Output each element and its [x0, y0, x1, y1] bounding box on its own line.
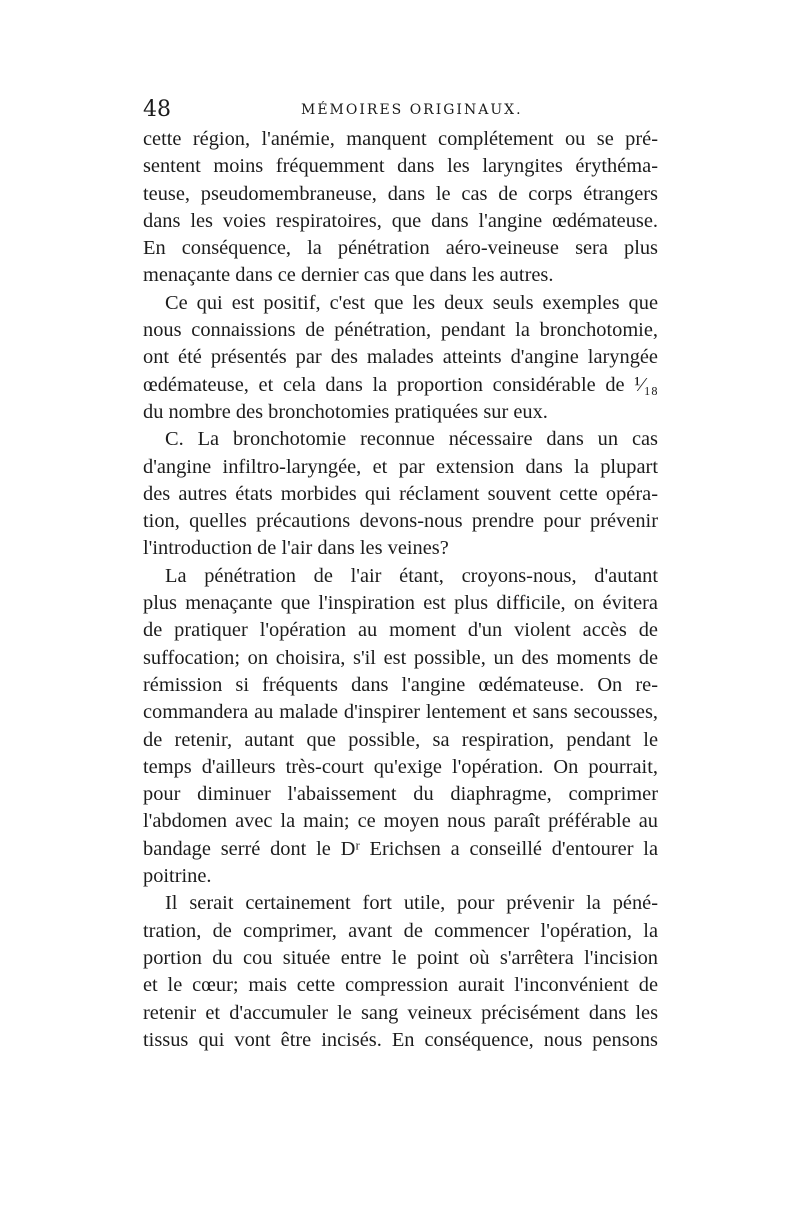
text-line: sentent moins fréquemment dans les laryngites érythéma-: [143, 155, 658, 178]
text-line: C. La bronchotomie reconnue nécessaire dans un cas: [165, 428, 658, 451]
text-line: tion, quelles précautions devons-nous prendre pour prévenir: [143, 510, 658, 533]
text-line: l'abdomen avec la main; ce moyen nous paraît préférable au: [143, 810, 658, 833]
text-line: suffocation; on choisira, s'il est possible, un des moments de: [143, 646, 658, 669]
text-line: bandage serré dont le Dʳ Erichsen a conseillé d'entourer la: [143, 837, 658, 860]
text-line: poitrine.: [143, 865, 212, 888]
text-line: des autres états morbides qui réclament souvent cette opéra-: [143, 482, 658, 505]
text-line: retenir et d'accumuler le sang veineux précisément dans les: [143, 1001, 658, 1024]
text-line: œdémateuse, et cela dans la proportion considérable de ¹⁄₁₈: [143, 373, 658, 396]
text-line: tissus qui vont être incisés. En conséquence, nous pensons: [143, 1028, 658, 1051]
text-line: teuse, pseudomembraneuse, dans le cas de corps étrangers: [143, 182, 658, 205]
text-line: rémission si fréquents dans l'angine œdémateuse. On re-: [143, 673, 658, 696]
text-line: pour diminuer l'abaissement du diaphragme, comprimer: [143, 783, 658, 806]
page-header: [143, 97, 658, 125]
text-line: ont été présentés par des malades atteints d'angine laryngée: [143, 346, 658, 369]
text-line: En conséquence, la pénétration aéro-veineuse sera plus: [143, 237, 658, 260]
text-line: de retenir, autant que possible, sa respiration, pendant le: [143, 728, 658, 751]
text-line: commandera au malade d'inspirer lentement et sans secousses,: [143, 701, 658, 724]
text-line: du nombre des bronchotomies pratiquées sur eux.: [143, 400, 548, 423]
text-line: nous connaissions de pénétration, pendant la bronchotomie,: [143, 319, 658, 342]
text-line: cette région, l'anémie, manquent complétement ou se pré-: [143, 128, 658, 150]
text-line: l'introduction de l'air dans les veines?: [143, 537, 449, 560]
text-line: de pratiquer l'opération au moment d'un violent accès de: [143, 619, 658, 642]
running-head: MÉMOIRES ORIGINAUX.: [301, 102, 523, 118]
text-line: et le cœur; mais cette compression aurait l'inconvénient de: [143, 974, 658, 997]
text-line: tration, de comprimer, avant de commencer l'opération, la: [143, 919, 658, 942]
text-line: dans les voies respiratoires, que dans l'angine œdémateuse.: [143, 209, 658, 232]
text-line: Il serait certainement fort utile, pour prévenir la péné-: [165, 892, 658, 915]
page-number: 48: [143, 97, 171, 122]
body-text: [143, 126, 658, 1054]
text-line: portion du cou située entre le point où s'arrêtera l'incision: [143, 946, 658, 969]
text-line: La pénétration de l'air étant, croyons-nous, d'autant: [165, 564, 658, 587]
text-line: Ce qui est positif, c'est que les deux seuls exemples que: [165, 291, 658, 314]
text-line: temps d'ailleurs très-court qu'exige l'opération. On pourrait,: [143, 755, 658, 778]
text-line: d'angine infiltro-laryngée, et par extension dans la plupart: [143, 455, 658, 478]
text-line: menaçante dans ce dernier cas que dans les autres.: [143, 264, 554, 287]
text-line: plus menaçante que l'inspiration est plus difficile, on évitera: [143, 592, 658, 615]
